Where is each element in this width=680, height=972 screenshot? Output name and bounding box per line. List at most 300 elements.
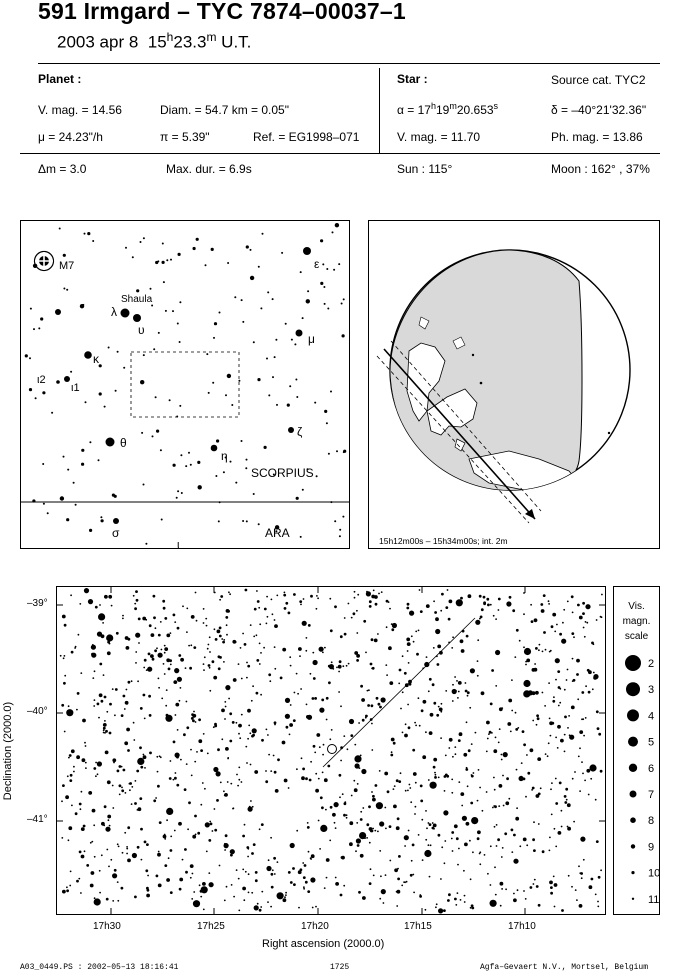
field-star	[375, 784, 378, 787]
field-star	[508, 798, 510, 800]
dec-tick-1: –39°	[27, 598, 48, 609]
field-star	[312, 697, 315, 700]
field-star	[532, 720, 534, 722]
field-star	[360, 818, 363, 821]
field-star	[94, 856, 96, 858]
field-star	[404, 734, 408, 738]
field-star	[319, 708, 324, 713]
field-star	[145, 619, 147, 621]
finder-star	[335, 223, 339, 227]
field-star	[250, 624, 252, 626]
field-star	[284, 592, 286, 594]
field-star	[430, 713, 434, 717]
finder-star	[161, 519, 163, 521]
field-star	[238, 878, 240, 880]
field-star	[502, 775, 504, 777]
field-star	[533, 849, 536, 852]
field-star	[550, 735, 552, 737]
field-star	[127, 859, 131, 863]
finder-star	[294, 343, 296, 345]
field-star	[101, 700, 104, 703]
field-star	[567, 827, 571, 831]
field-star	[551, 722, 554, 725]
event-date: 2003 apr 8	[57, 32, 139, 52]
field-star	[386, 626, 388, 628]
finder-star	[324, 410, 327, 413]
field-star	[62, 890, 66, 894]
field-star	[451, 831, 454, 834]
field-star	[499, 728, 501, 730]
field-star	[409, 784, 411, 786]
field-star	[236, 722, 238, 724]
field-star	[513, 859, 518, 864]
field-star	[379, 850, 381, 852]
field-star	[454, 824, 458, 828]
field-star	[161, 698, 163, 700]
finder-star	[51, 412, 53, 414]
field-star	[312, 907, 314, 909]
field-star	[273, 857, 276, 860]
header-top-rule	[38, 63, 660, 64]
field-star	[301, 757, 303, 759]
field-star	[88, 791, 92, 795]
finder-star	[141, 432, 143, 434]
field-star	[184, 788, 187, 791]
field-star	[246, 662, 248, 664]
field-star	[410, 874, 413, 877]
field-star	[479, 595, 482, 598]
field-star	[514, 656, 516, 658]
field-star	[122, 852, 124, 854]
field-star	[280, 677, 283, 680]
field-star	[371, 638, 374, 641]
field-star	[225, 834, 228, 837]
field-star	[409, 787, 411, 789]
finder-star	[178, 253, 181, 256]
field-star	[487, 873, 489, 875]
field-star	[135, 633, 140, 638]
field-star	[409, 611, 414, 616]
field-star	[124, 741, 128, 745]
field-star	[208, 872, 210, 874]
field-star	[200, 749, 203, 752]
field-star	[298, 870, 302, 874]
field-star	[233, 807, 235, 809]
field-star	[510, 731, 512, 733]
field-star	[413, 892, 415, 894]
field-star	[385, 664, 387, 666]
field-star	[63, 682, 66, 685]
field-star	[190, 749, 192, 751]
field-star	[193, 900, 200, 907]
field-star	[402, 655, 404, 657]
field-star	[301, 776, 305, 780]
field-star	[85, 767, 87, 769]
field-star	[477, 830, 481, 834]
field-star	[451, 838, 453, 840]
field-star	[534, 663, 536, 665]
field-star	[106, 711, 108, 713]
field-star	[438, 908, 443, 913]
field-star	[179, 700, 181, 702]
field-star	[67, 775, 69, 777]
field-star	[534, 668, 538, 672]
field-star	[157, 853, 161, 857]
field-star	[388, 601, 390, 603]
field-star	[456, 837, 459, 840]
field-star	[404, 835, 409, 840]
field-star	[532, 838, 535, 841]
field-star	[536, 885, 539, 888]
field-star	[60, 655, 62, 657]
field-star	[66, 709, 73, 716]
finder-star	[89, 441, 91, 443]
field-star	[411, 860, 413, 862]
field-star	[400, 708, 402, 710]
field-star	[479, 851, 481, 853]
field-star	[94, 897, 96, 899]
finder-star	[338, 263, 340, 265]
field-star	[493, 749, 497, 753]
field-star	[282, 741, 286, 745]
field-star	[238, 663, 240, 665]
field-star	[250, 764, 252, 766]
field-star	[247, 738, 249, 740]
field-star	[166, 689, 168, 691]
field-star	[306, 704, 308, 706]
field-star	[571, 706, 575, 710]
field-star	[293, 593, 296, 596]
field-star	[495, 650, 500, 655]
field-star	[95, 775, 97, 777]
field-star	[560, 739, 564, 743]
label-scorpius: SCORPIUS	[251, 466, 314, 480]
field-star	[99, 870, 101, 872]
field-star	[143, 755, 147, 759]
field-star	[131, 803, 133, 805]
ra-tick-2: 17h25	[197, 921, 225, 932]
field-star	[209, 667, 211, 669]
field-star	[268, 673, 271, 676]
field-star	[454, 676, 456, 678]
finder-star	[206, 353, 208, 355]
field-star	[108, 595, 112, 599]
finder-star	[272, 298, 274, 300]
field-star	[124, 708, 126, 710]
globe-panel	[368, 220, 660, 549]
field-star	[561, 810, 563, 812]
field-star	[270, 906, 272, 908]
field-star	[460, 899, 462, 901]
finder-star	[166, 259, 168, 261]
footer-number: 1725	[330, 963, 350, 972]
field-star	[348, 663, 350, 665]
finder-star	[326, 422, 328, 424]
field-star	[216, 771, 221, 776]
finder-star	[89, 529, 92, 532]
field-star	[128, 681, 131, 684]
field-star	[95, 606, 98, 609]
field-star	[174, 621, 176, 623]
field-star	[147, 875, 149, 877]
field-star	[166, 634, 170, 638]
moon-elongation: Moon : 162° , 37%	[551, 162, 650, 176]
field-star	[466, 822, 470, 826]
finder-star	[205, 264, 207, 266]
field-star	[310, 673, 312, 675]
field-star	[152, 658, 155, 661]
field-star	[339, 660, 342, 663]
finder-star	[260, 307, 262, 309]
field-star	[428, 844, 430, 846]
field-star	[71, 651, 74, 654]
field-star	[71, 749, 75, 753]
y-axis-label: Declination (2000.0)	[2, 701, 14, 801]
field-star	[458, 848, 460, 850]
field-star	[360, 854, 364, 858]
field-star	[85, 762, 87, 764]
finder-star	[326, 268, 328, 270]
finder-star	[169, 399, 171, 401]
field-star	[558, 705, 560, 707]
field-star	[203, 608, 205, 610]
field-star	[406, 607, 409, 610]
field-star	[503, 805, 505, 807]
field-star	[218, 667, 221, 670]
field-star	[158, 851, 160, 853]
field-star	[241, 781, 243, 783]
field-star	[215, 638, 218, 641]
finder-star	[197, 461, 200, 464]
field-star	[81, 791, 83, 793]
field-star	[228, 698, 230, 700]
field-star	[388, 646, 392, 650]
field-star	[497, 838, 500, 841]
field-star	[63, 657, 65, 659]
field-star	[218, 655, 221, 658]
field-star	[362, 807, 364, 809]
field-star	[232, 721, 235, 724]
field-star	[469, 707, 471, 709]
label-sigma: σ	[112, 526, 120, 540]
field-star	[418, 697, 420, 699]
field-star	[306, 637, 308, 639]
field-star	[305, 650, 307, 652]
field-star	[385, 874, 387, 876]
field-star	[129, 783, 131, 785]
finder-star	[176, 416, 178, 418]
field-star	[471, 907, 474, 910]
field-star	[121, 789, 124, 792]
field-star	[244, 824, 246, 826]
field-star	[221, 709, 225, 713]
field-star	[324, 887, 326, 889]
field-star	[588, 794, 590, 796]
field-star	[456, 599, 463, 606]
field-star	[600, 869, 602, 871]
field-star	[186, 726, 189, 729]
field-star	[408, 662, 410, 664]
field-star	[416, 653, 419, 656]
finder-chart-svg	[21, 221, 349, 551]
field-star	[600, 616, 602, 618]
field-star	[567, 803, 571, 807]
finder-star	[324, 303, 326, 305]
field-star	[561, 639, 566, 644]
planet-reference: Ref. = EG1998–071	[253, 130, 360, 144]
field-star	[219, 635, 222, 638]
field-star	[286, 726, 289, 729]
field-star	[203, 622, 205, 624]
finder-star	[188, 452, 190, 454]
field-star	[371, 723, 373, 725]
star-chart	[56, 586, 606, 915]
field-star	[407, 650, 409, 652]
legend-star-10	[631, 871, 634, 874]
field-star	[537, 714, 539, 716]
finder-star	[320, 282, 323, 285]
field-star	[339, 796, 341, 798]
field-star	[466, 635, 469, 638]
field-star	[414, 813, 416, 815]
field-star	[75, 812, 78, 815]
field-star	[555, 658, 560, 663]
field-star	[315, 773, 317, 775]
field-star	[464, 895, 466, 897]
finder-star	[253, 493, 255, 495]
field-star	[165, 705, 167, 707]
field-star	[251, 852, 254, 855]
field-star	[455, 904, 457, 906]
field-star	[439, 708, 443, 712]
legend-label-7: 7	[648, 789, 655, 801]
field-star	[251, 892, 253, 894]
field-star	[481, 608, 484, 611]
field-star	[264, 608, 267, 611]
field-star	[597, 727, 600, 730]
finder-star	[70, 371, 72, 373]
field-star	[189, 667, 192, 670]
field-star	[566, 799, 568, 801]
field-star	[433, 766, 436, 769]
field-star	[454, 746, 456, 748]
field-star	[516, 629, 519, 632]
field-star	[499, 784, 503, 788]
finder-star	[180, 454, 182, 456]
finder-star	[316, 475, 318, 477]
finder-star	[302, 489, 304, 491]
field-star	[430, 782, 437, 789]
field-star	[321, 699, 324, 702]
field-star	[584, 636, 586, 638]
field-star	[103, 729, 105, 731]
field-star	[164, 652, 166, 654]
field-star	[186, 608, 188, 610]
finder-star	[33, 328, 35, 330]
label-eta: η	[221, 449, 228, 463]
field-star	[249, 732, 251, 734]
field-star	[550, 788, 552, 790]
field-star	[213, 767, 218, 772]
field-star	[193, 891, 195, 893]
field-star	[513, 898, 517, 902]
field-star	[475, 732, 477, 734]
field-star	[426, 604, 430, 608]
field-star	[564, 801, 567, 804]
field-star	[565, 788, 568, 791]
field-star	[371, 704, 374, 707]
label-mu: μ	[308, 332, 315, 346]
field-star	[538, 793, 541, 796]
field-star	[290, 704, 292, 706]
field-star	[494, 866, 496, 868]
field-star	[156, 647, 158, 649]
field-star	[214, 628, 216, 630]
field-star	[366, 837, 368, 839]
field-star	[166, 808, 173, 815]
field-star	[156, 875, 159, 878]
field-star	[267, 616, 269, 618]
field-star	[500, 882, 504, 886]
field-star	[260, 906, 262, 908]
ra-hours: α = 17	[397, 103, 431, 117]
field-star	[124, 832, 126, 834]
field-star	[255, 879, 258, 882]
field-star	[68, 757, 70, 759]
field-star	[563, 609, 565, 611]
field-star	[155, 797, 157, 799]
field-star	[206, 625, 208, 627]
field-star	[465, 690, 468, 693]
legend-title-line2: magn.	[622, 616, 651, 627]
star-heading: Star :	[397, 72, 428, 86]
field-star	[341, 856, 345, 860]
finder-star	[223, 471, 225, 473]
field-star	[517, 889, 519, 891]
field-star	[502, 847, 504, 849]
field-star	[311, 854, 315, 858]
field-star	[475, 620, 480, 625]
field-star	[571, 595, 574, 598]
field-star	[393, 742, 396, 745]
finder-star	[289, 385, 291, 387]
field-star	[523, 680, 530, 687]
field-star	[520, 776, 522, 778]
field-star	[272, 869, 274, 871]
legend-label-3: 3	[648, 684, 655, 697]
field-star	[93, 705, 95, 707]
field-star	[495, 894, 497, 896]
field-star	[224, 849, 226, 851]
field-star	[112, 758, 116, 762]
field-star	[92, 809, 96, 813]
field-star	[376, 802, 383, 809]
field-star	[366, 591, 368, 593]
field-star	[183, 733, 186, 736]
field-star	[217, 748, 220, 751]
field-star	[438, 706, 440, 708]
field-star	[273, 755, 275, 757]
field-star	[407, 790, 409, 792]
field-star	[90, 884, 94, 888]
field-star	[456, 680, 458, 682]
field-star	[68, 705, 70, 707]
field-star	[556, 624, 558, 626]
finder-star	[342, 516, 344, 518]
field-star	[219, 599, 221, 601]
field-star	[170, 760, 172, 762]
page-title: 591 Irmgard – TYC 7874–00037–1	[38, 0, 406, 24]
